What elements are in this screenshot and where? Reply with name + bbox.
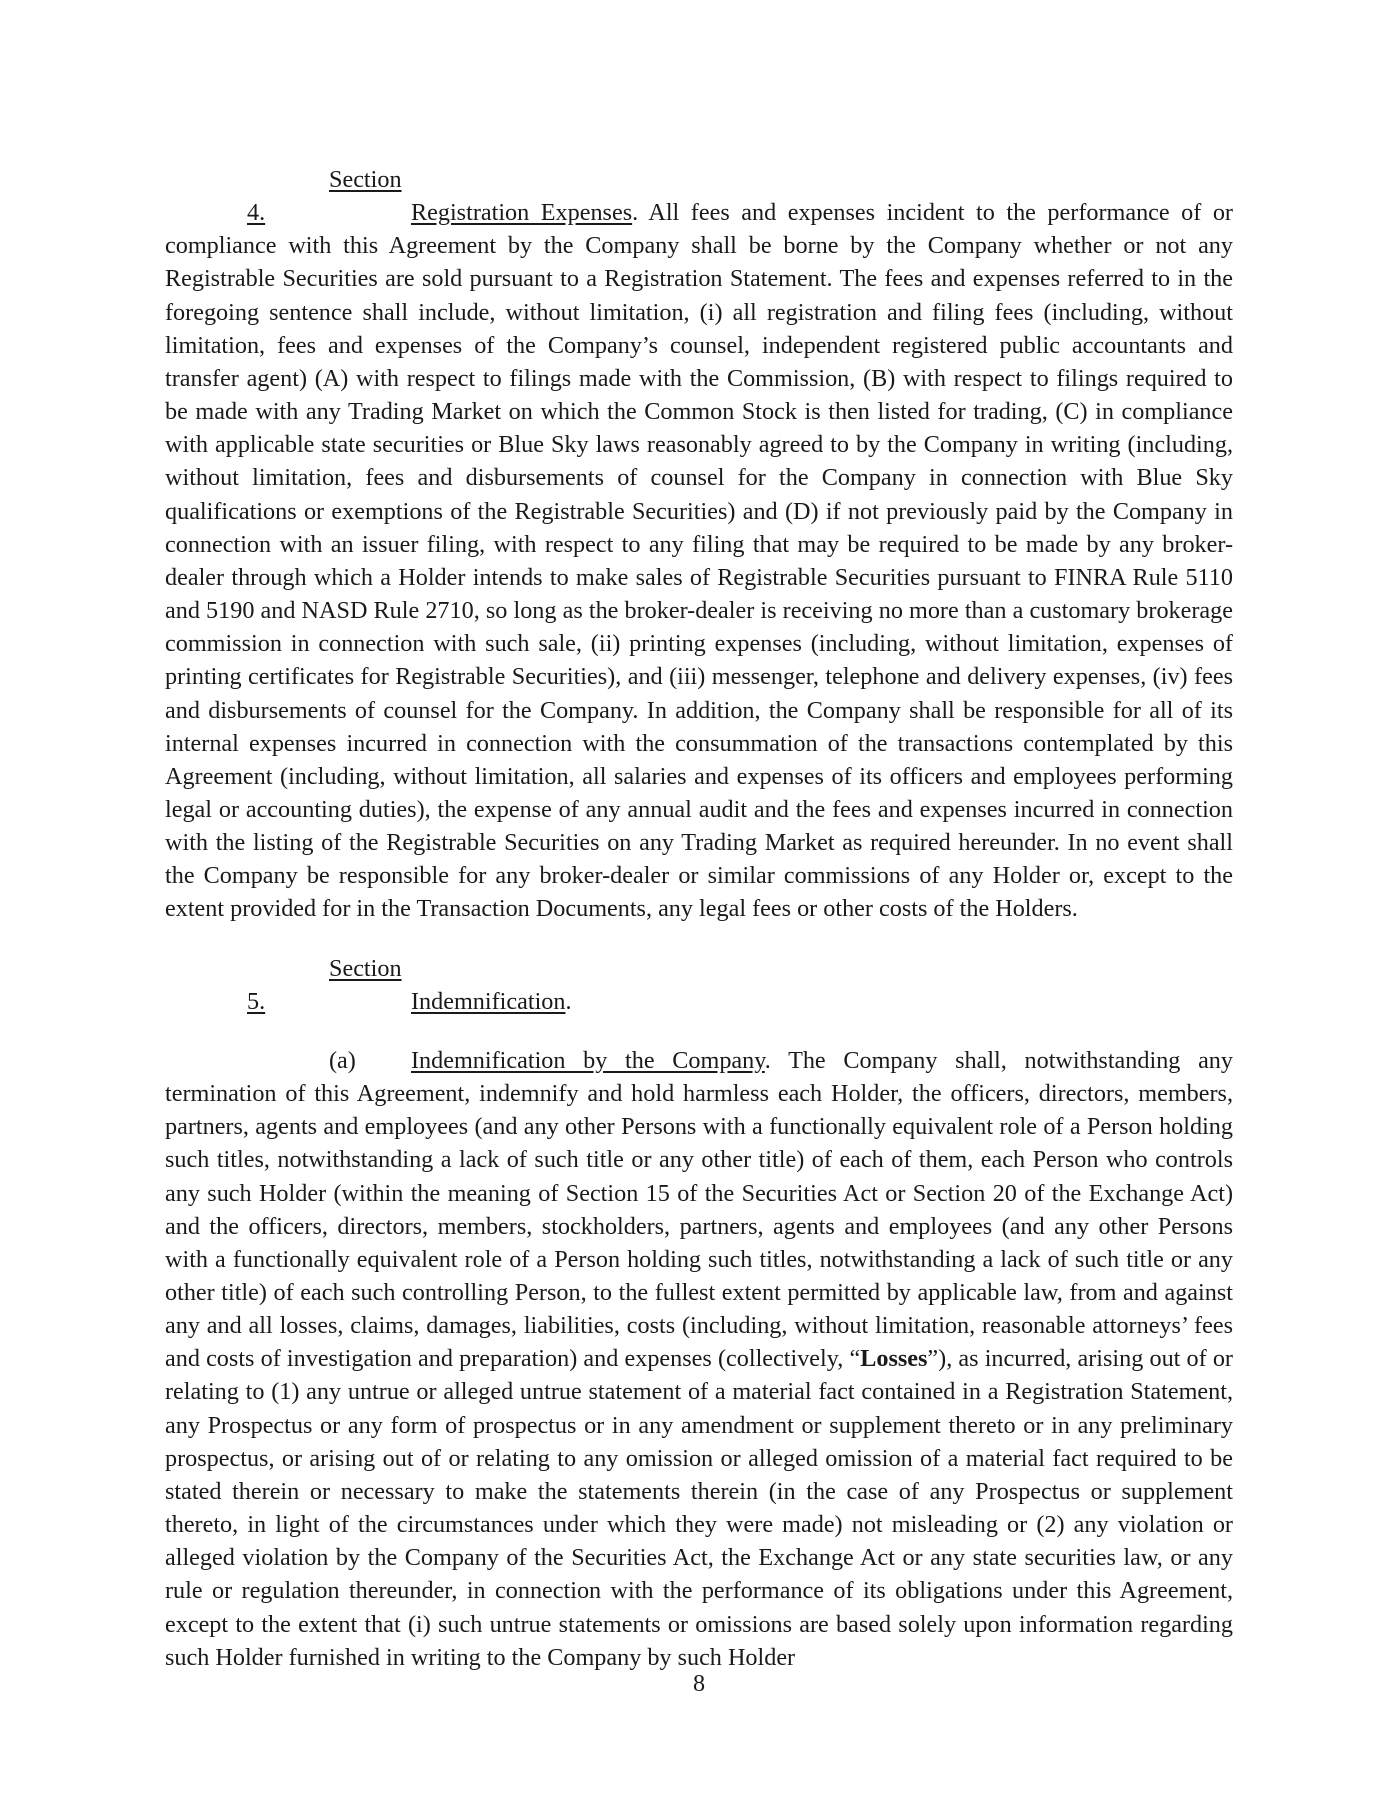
section-5a-body-part-2: ”), as incurred, arising out of or relating to (1) any untrue or alleged untrue statement of a material fact contained in a Registration Statement, any Prospectus or any form of prospectus or in any amendment or supplement thereto or in any preliminary prospectus, or arising out of or relating to any omission or alleged omission of a material fact required to be stated therein or necessary to make the statements therein (in the case of any Prospectus or supplement thereto, in light of the circumstances under which they were made) not misleading or (2) any violation or alleged violation by the Company of the Securities Act, the Exchange Act or any state securities law, or any rule or regulation thereunder, in connection with the performance of its obligations under this Agreement, except to the extent that (i) such untrue statements or omissions are based solely upon information regarding such Holder furnished in writing to the Company by such Holder [165,1345,1233,1671]
section-5-title: Indemnification [411,987,566,1015]
section-4-title: Registration Expenses [411,199,633,227]
section-4-paragraph [165,163,1233,926]
section-5a-paragraph [165,1044,1233,1674]
document-body [165,163,1233,1674]
section-5a-title-punct: . [764,1046,771,1074]
section-5a-title: Indemnification by the Company [411,1046,765,1074]
section-5a-label: (a) [329,1046,356,1074]
section-4-number: Section 4. [247,166,402,227]
section-5a-body-part-1: The Company shall, notwithstanding any termination of this Agreement, indemnify and hold harmless each Holder, the officers, directors, members, partners, agents and employees (and any other Persons with a functionally equivalent role of a Person holding such titles, notwithstanding a lack of such title or any other title) of each of them, each Person who controls any such Holder (within the meaning of Section 15 of the Securities Act or Section 20 of the Exchange Act) and the officers, directors, members, stockholders, partners, agents and employees (and any other Persons with a functionally equivalent role of a Person holding such titles, notwithstanding a lack of such title or any other title) of each such controlling Person, to the fullest extent permitted by applicable law, from and against any and all losses, claims, damages, liabilities, costs (including, without limitation, reasonable attorneys’ fees and costs of investigation and preparation) and expenses (collectively, “ [165,1046,1233,1373]
page-number: 8 [692,1670,706,1697]
defined-term-losses: Losses [860,1345,928,1373]
section-5-heading [165,952,1233,1018]
section-4-title-punct: . [632,199,639,227]
section-5-title-punct: . [565,987,572,1015]
section-5-number: Section 5. [247,954,402,1015]
section-4-body: All fees and expenses incident to the performance of or compliance with this Agreement by the Company shall be borne by the Company whether or not any Registrable Securities are sold pursuant to a Registration Statement. The fees and expenses referred to in the foregoing sentence shall include, without limitation, (i) all registration and filing fees (including, without limitation, fees and expenses of the Company’s counsel, independent registered public accountants and transfer agent) (A) with respect to filings made with the Commission, (B) with respect to filings required to be made with any Trading Market on which the Common Stock is then listed for trading, (C) in compliance with applicable state securities or Blue Sky laws reasonably agreed to by the Company in writing (including, without limitation, fees and disbursements of counsel for the Company in connection with Blue Sky qualifications or exemptions of the Registrable Securities) and (D) if not previously paid by the Company in connection with an issuer filing, with respect to any filing that may be required to be made by any broker-dealer through which a Holder intends to make sales of Registrable Securities pursuant to FINRA Rule 5110 and 5190 and NASD Rule 2710, so long as the broker-dealer is receiving no more than a customary brokerage commission in connection with such sale, (ii) printing expenses (including, without limitation, expenses of printing certificates for Registrable Securities), and (iii) messenger, telephone and delivery expenses, (iv) fees and disbursements of counsel for the Company. In addition, the Company shall be responsible for all of its internal expenses incurred in connection with the consummation of the transactions contemplated by this Agreement (including, without limitation, all salaries and expenses of its officers and employees performing legal or accounting duties), the expense of any annual audit and the fees and expenses incurred in connection with the listing of the Registrable Securities on any Trading Market as required hereunder. In no event shall the Company be responsible for any broker-dealer or similar commissions of any Holder or, except to the extent provided for in the Transaction Documents, any legal fees or other costs of the Holders. [165,199,1233,923]
